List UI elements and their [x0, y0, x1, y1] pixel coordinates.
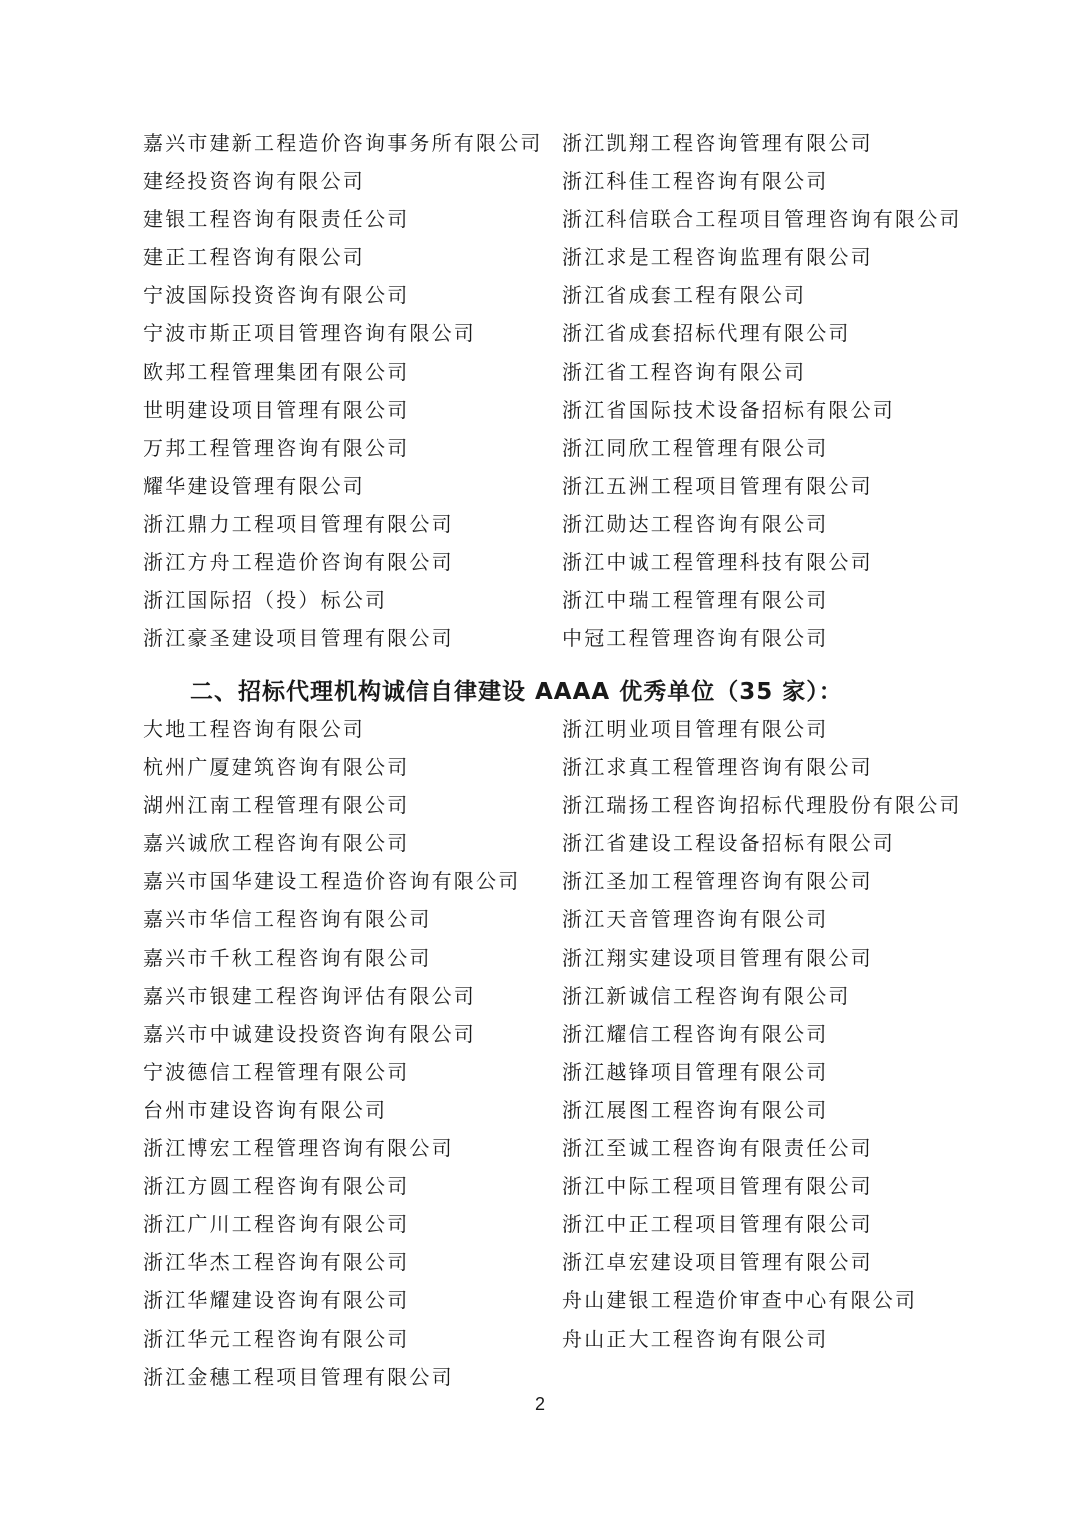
- company-list-item: 建正工程咨询有限公司: [143, 245, 365, 270]
- section2-left-column: [143, 710, 520, 1396]
- company-list-item: 浙江金穗工程项目管理有限公司: [143, 1364, 454, 1389]
- company-list-item: 浙江中正工程项目管理有限公司: [562, 1212, 873, 1237]
- company-list-item: 浙江新诚信工程咨询有限公司: [562, 983, 851, 1008]
- company-list-item: 耀华建设管理有限公司: [143, 473, 365, 498]
- company-list-item: 浙江省建设工程设备招标有限公司: [562, 831, 895, 856]
- company-list-item: 浙江展图工程咨询有限公司: [562, 1097, 829, 1122]
- company-list-item: 浙江中诚工程管理科技有限公司: [562, 550, 873, 575]
- company-list-item: 欧邦工程管理集团有限公司: [143, 359, 410, 384]
- company-list-item: 浙江同欣工程管理有限公司: [562, 435, 829, 460]
- company-list-item: 浙江五洲工程项目管理有限公司: [562, 473, 873, 498]
- company-list-item: 宁波市斯正项目管理咨询有限公司: [143, 321, 476, 346]
- company-list-item: 浙江凯翔工程咨询管理有限公司: [562, 131, 873, 155]
- company-list-item: 浙江圣加工程管理咨询有限公司: [562, 869, 873, 894]
- company-list-item: 浙江中际工程项目管理有限公司: [562, 1174, 873, 1199]
- company-list-item: 舟山建银工程造价审查中心有限公司: [562, 1288, 918, 1313]
- company-list-item: 嘉兴市银建工程咨询评估有限公司: [143, 983, 476, 1008]
- company-list-item: 大地工程咨询有限公司: [143, 717, 365, 741]
- company-list-item: 浙江卓宏建设项目管理有限公司: [562, 1250, 873, 1275]
- company-list-item: 浙江瑞扬工程咨询招标代理股份有限公司: [562, 793, 962, 818]
- company-list-item: 舟山正大工程咨询有限公司: [562, 1326, 829, 1351]
- company-list-item: 浙江华杰工程咨询有限公司: [143, 1250, 410, 1275]
- company-list-item: 嘉兴市建新工程造价咨询事务所有限公司: [143, 131, 543, 155]
- company-list-item: 嘉兴市华信工程咨询有限公司: [143, 907, 432, 932]
- company-list-item: 浙江博宏工程管理咨询有限公司: [143, 1136, 454, 1161]
- company-list-item: 嘉兴市中诚建设投资咨询有限公司: [143, 1021, 476, 1046]
- company-list-item: 中冠工程管理咨询有限公司: [562, 626, 829, 651]
- company-list-item: 万邦工程管理咨询有限公司: [143, 435, 410, 460]
- company-list-item: 浙江豪圣建设项目管理有限公司: [143, 626, 454, 651]
- company-list-item: 浙江省成套招标代理有限公司: [562, 321, 851, 346]
- company-list-item: 浙江至诚工程咨询有限责任公司: [562, 1136, 873, 1161]
- company-list-item: 建银工程咨询有限责任公司: [143, 207, 410, 232]
- company-list-item: 浙江华耀建设咨询有限公司: [143, 1288, 410, 1313]
- company-list-item: 嘉兴诚欣工程咨询有限公司: [143, 831, 410, 856]
- company-list-item: 嘉兴市国华建设工程造价咨询有限公司: [143, 869, 521, 894]
- company-list-item: 浙江越锋项目管理有限公司: [562, 1059, 829, 1084]
- company-list-item: 浙江耀信工程咨询有限公司: [562, 1021, 829, 1046]
- company-list-item: 湖州江南工程管理有限公司: [143, 793, 410, 818]
- company-list-item: 浙江明业项目管理有限公司: [562, 717, 829, 741]
- company-list-item: 浙江广川工程咨询有限公司: [143, 1212, 410, 1237]
- company-list-item: 浙江省工程咨询有限公司: [562, 359, 807, 384]
- company-list-item: 浙江天音管理咨询有限公司: [562, 907, 829, 932]
- company-list-item: 浙江科信联合工程项目管理咨询有限公司: [562, 207, 962, 232]
- company-list-item: 宁波国际投资咨询有限公司: [143, 283, 410, 308]
- company-list-item: 嘉兴市千秋工程咨询有限公司: [143, 945, 432, 970]
- company-list-item: 建经投资咨询有限公司: [143, 169, 365, 194]
- company-list-item: 浙江华元工程咨询有限公司: [143, 1326, 410, 1351]
- company-list-item: 浙江方舟工程造价咨询有限公司: [143, 550, 454, 575]
- company-list-item: 浙江国际招（投）标公司: [143, 588, 388, 613]
- company-list-item: 台州市建设咨询有限公司: [143, 1097, 388, 1122]
- company-list-item: 浙江省国际技术设备招标有限公司: [562, 397, 895, 422]
- section1-right-column: [562, 124, 962, 657]
- company-list-item: 浙江求是工程咨询监理有限公司: [562, 245, 873, 270]
- company-list-item: 宁波德信工程管理有限公司: [143, 1059, 410, 1084]
- section1-left-column: [143, 124, 543, 657]
- company-list-item: 世明建设项目管理有限公司: [143, 397, 410, 422]
- company-list-item: 浙江勋达工程咨询有限公司: [562, 511, 829, 536]
- company-list-item: 浙江方圆工程咨询有限公司: [143, 1174, 410, 1199]
- company-list-item: 浙江省成套工程有限公司: [562, 283, 807, 308]
- company-list-item: 浙江鼎力工程项目管理有限公司: [143, 511, 454, 536]
- company-list-item: 浙江科佳工程咨询有限公司: [562, 169, 829, 194]
- company-list-item: 杭州广厦建筑咨询有限公司: [143, 755, 410, 780]
- company-list-item: 浙江求真工程管理咨询有限公司: [562, 755, 873, 780]
- section2-right-column: [562, 710, 962, 1358]
- company-list-item: 浙江翔实建设项目管理有限公司: [562, 945, 873, 970]
- section2-heading: 二、招标代理机构诚信自律建设 AAAA 优秀单位（35 家）：: [190, 679, 843, 705]
- company-list-item: 浙江中瑞工程管理有限公司: [562, 588, 829, 613]
- page-number: 2: [534, 1394, 545, 1414]
